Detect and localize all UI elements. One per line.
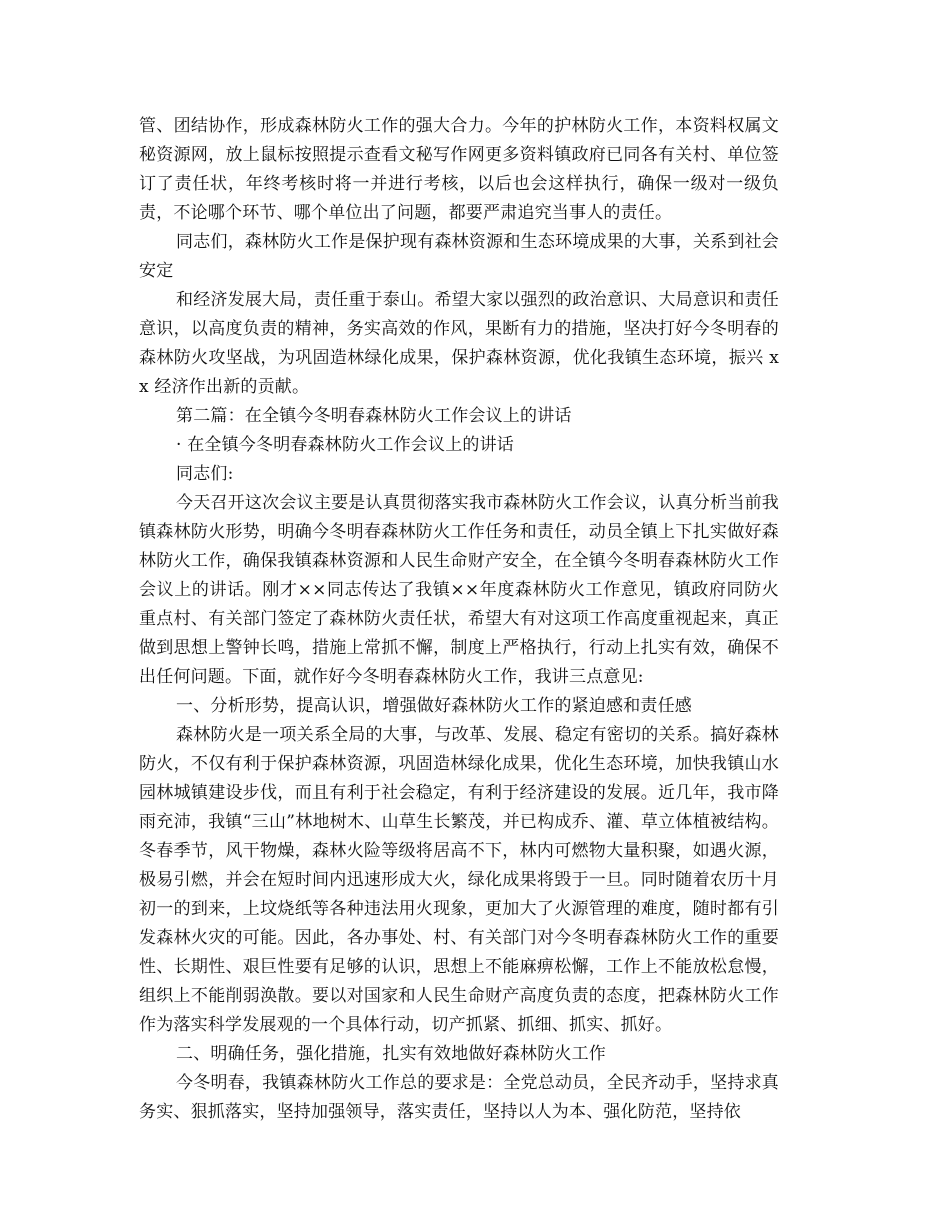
section-title-part-two: 第二篇：在全镇今冬明春森林防火工作会议上的讲话 xyxy=(176,406,572,426)
paragraph-continuation: 管、团结协作，形成森林防火工作的强大合力。今年的护林防火工作，本资料权属文秘资源网，放上鼠标按照提示查看文秘写作网更多资料镇政府已同各有关村、单位签订了责任状，年终考核时将一并进行考核，以后也会这样执行，确保一级对一级负责，不论哪个环节、哪个单位出了问题，都要严肃追究当事人的责任。 xyxy=(139,116,779,223)
paragraph-comrades-closing: 同志们，森林防火工作是保护现有森林资源和生态环境成果的大事，关系到社会安定 xyxy=(139,232,779,281)
paragraph-closing-appeal: 和经济发展大局，责任重于泰山。希望大家以强烈的政治意识、大局意识和责任意识，以高度负责的精神，务实高效的作风，果断有力的措施，坚决打好今冬明春的森林防火攻坚战，为巩固造林绿化成果，保护森林资源，优化我镇生态环境，振兴 xx 经济作出新的贡献。 xyxy=(139,290,779,397)
paragraph-situation-analysis: 森林防火是一项关系全局的大事，与改革、发展、稳定有密切的关系。搞好森林防火，不仅有利于保护森林资源，巩固造林绿化成果，优化生态环境，加快我镇山水园林城镇建设步伐，而且有利于社会稳定，有利于经济建设的发展。近几年，我市降雨充沛，我镇“三山”林地树木、山草生长繁茂，并已构成乔、灌、草立体植被结构。冬春季节，风干物燥，森林火险等级将居高不下，林内可燃物大量积聚，如遇火源，极易引燃，并会在短时间内迅速形成大火，绿化成果将毁于一旦。同时随着农历十月初一的到来，上坟烧纸等各种违法用火现象，更加大了火源管理的难度，随时都有引发森林火灾的可能。因此，各办事处、村、有关部门对今冬明春森林防火工作的重要性、长期性、艰巨性要有足够的认识，思想上不能麻痹松懈，工作上不能放松怠慢，组织上不能削弱涣散。要以对国家和人民生命财产高度负责的态度，把森林防火工作作为落实科学发展观的一个具体行动，切产抓紧、抓细、抓实、抓好。 xyxy=(139,725,779,1035)
document-page xyxy=(139,112,779,1127)
paragraph-requirements: 今冬明春，我镇森林防火工作总的要求是：全党总动员，全民齐动手，坚持求真务实、狠抓落实，坚持加强领导，落实责任，坚持以人为本、强化防范，坚持依 xyxy=(139,1073,779,1122)
speech-subtitle: · 在全镇今冬明春森林防火工作会议上的讲话 xyxy=(176,435,515,455)
section-heading-one: 一、分析形势，提高认识，增强做好森林防火工作的紧迫感和责任感 xyxy=(176,696,692,716)
section-heading-two: 二、明确任务，强化措施，扎实有效地做好森林防火工作 xyxy=(176,1044,606,1064)
salutation: 同志们: xyxy=(176,464,234,484)
paragraph-introduction: 今天召开这次会议主要是认真贯彻落实我市森林防火工作会议，认真分析当前我镇森林防火形势，明确今冬明春森林防火工作任务和责任，动员全镇上下扎实做好森林防火工作，确保我镇森林资源和人民生命财产安全，在全镇今冬明春森林防火工作会议上的讲话。刚才××同志传达了我镇××年度森林防火工作意见，镇政府同防火重点村、有关部门签定了森林防火责任状，希望大有对这项工作高度重视起来，真正做到思想上警钟长鸣，措施上常抓不懈，制度上严格执行，行动上扎实有效，确保不出任何问题。下面，就作好今冬明春森林防火工作，我讲三点意见: xyxy=(139,493,779,687)
